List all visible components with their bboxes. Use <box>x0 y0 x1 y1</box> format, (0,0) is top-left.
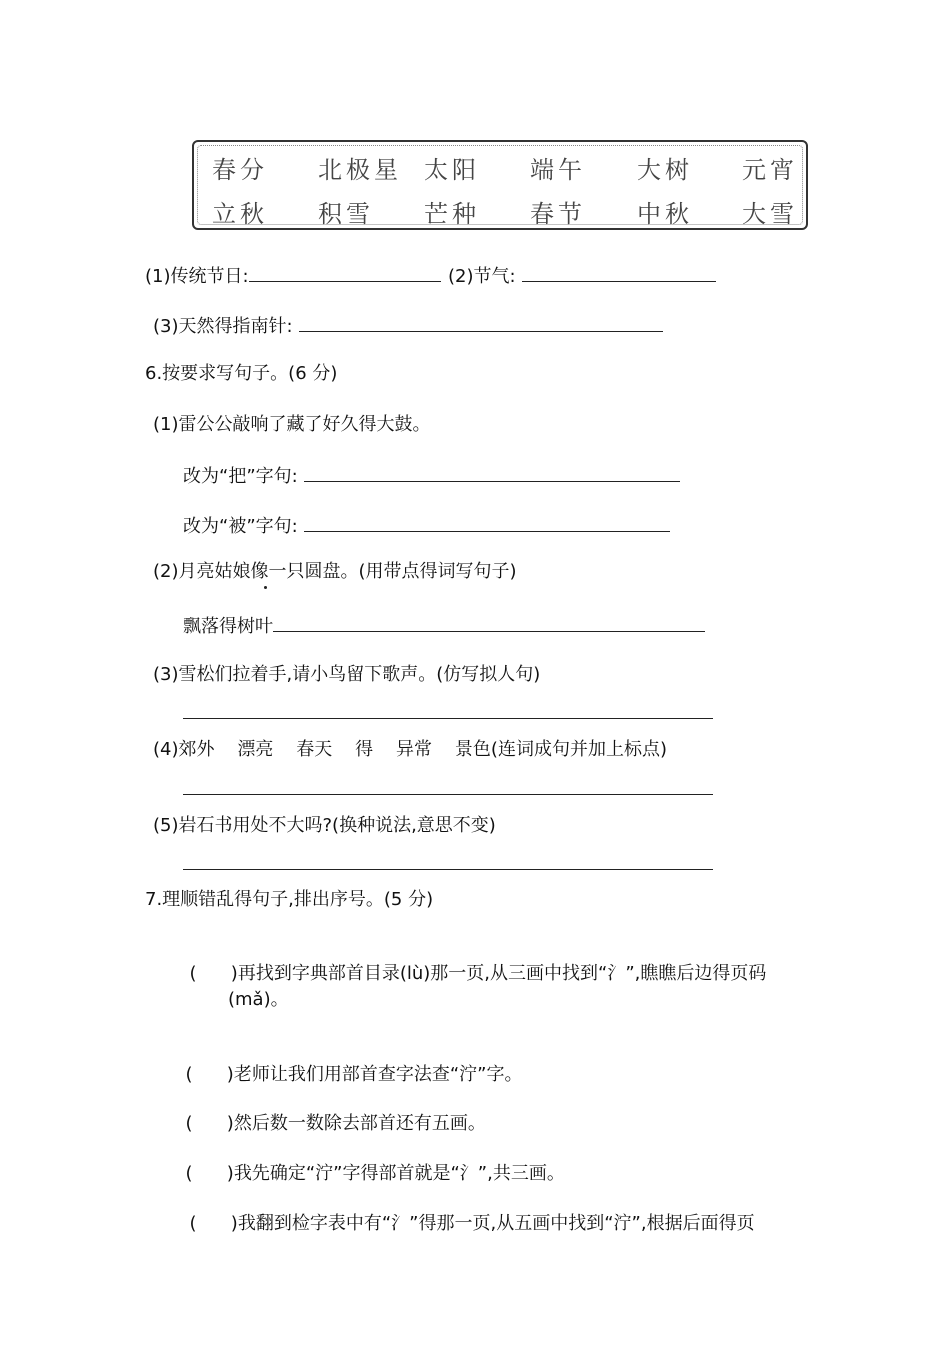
word-bank-item: 积雪 <box>318 200 374 228</box>
q7-item-1-cont: (mǎ)。 <box>228 989 289 1010</box>
emphasis-dot <box>264 586 267 589</box>
word-bank-item: 芒种 <box>424 200 480 228</box>
word-bank-item: 春分 <box>212 156 268 184</box>
word-bank-item: 端午 <box>530 156 586 184</box>
word-bank-item: 中秋 <box>637 200 693 228</box>
q6-1a-label: 改为“把”字句: <box>183 466 298 487</box>
order-blank[interactable]: ( ) <box>185 1064 234 1085</box>
word-bank-item: 立秋 <box>212 200 268 228</box>
answer-line[interactable] <box>183 718 713 719</box>
q7-item-4 <box>174 1138 565 1186</box>
q7-item-4-text: 我先确定“泞”字得部首就是“氵”,共三画。 <box>233 1163 565 1184</box>
answer-blank[interactable] <box>522 263 716 282</box>
q6-sentence-3: (3)雪松们拉着手,请小鸟留下歌声。(仿写拟人句) <box>153 664 541 685</box>
answer-line[interactable] <box>183 869 713 870</box>
q7-item-2-text: 老师让我们用部首查字法查“泞”字。 <box>233 1064 523 1085</box>
answer-line[interactable] <box>183 794 713 795</box>
q7-item-1 <box>178 938 766 986</box>
q5-part3-label: (3)天然得指南针: <box>153 316 293 337</box>
answer-blank[interactable] <box>304 463 680 482</box>
q7-item-3 <box>174 1088 486 1136</box>
word-bank-item: 太阳 <box>424 156 480 184</box>
question-7-title: 7.理顺错乱得句子,排出序号。(5 分) <box>145 889 434 910</box>
word-bank-item: 春节 <box>530 200 586 228</box>
answer-blank[interactable] <box>249 263 441 282</box>
q6-2a-label: 飘落得树叶 <box>183 616 273 637</box>
q6-sentence-5: (5)岩石书用处不大吗?(换种说法,意思不变) <box>153 815 496 836</box>
word-bank-item: 大树 <box>637 156 693 184</box>
q7-item-3-text: 然后数一数除去部首还有五画。 <box>233 1113 486 1134</box>
q5-part1 <box>145 263 441 289</box>
answer-blank[interactable] <box>299 313 663 332</box>
q7-item-5-text: 我翻到检字表中有“氵”得那一页,从五画中找到“泞”,根据后面得页 <box>237 1213 755 1234</box>
q6-sentence-4: (4)郊外 漂亮 春天 得 异常 景色(连词成句并加上标点) <box>153 739 667 760</box>
q6-1-bei-sentence <box>183 513 670 539</box>
q7-item-1-text: 再找到字典部首目录(lù)那一页,从三画中找到“氵”,瞧瞧后边得页码 <box>237 963 767 984</box>
q6-1b-label: 改为“被”字句: <box>183 516 298 537</box>
order-blank[interactable]: ( ) <box>185 1113 234 1134</box>
word-bank-item: 元宵 <box>742 156 798 184</box>
q6-sentence-1: (1)雷公公敲响了藏了好久得大鼓。 <box>153 414 431 435</box>
answer-blank[interactable] <box>304 513 670 532</box>
word-bank-item: 大雪 <box>742 200 798 228</box>
order-blank[interactable]: ( ) <box>189 963 238 984</box>
q7-item-2 <box>174 1039 522 1087</box>
q7-item-5 <box>178 1188 755 1236</box>
order-blank[interactable]: ( ) <box>185 1163 234 1184</box>
q5-part3 <box>153 313 663 339</box>
q6-2-answer <box>183 613 705 639</box>
answer-blank[interactable] <box>273 613 705 632</box>
order-blank[interactable]: ( ) <box>189 1213 238 1234</box>
word-bank-item: 北极星 <box>318 156 402 184</box>
q5-part2 <box>448 263 716 289</box>
q5-part2-label: (2)节气: <box>448 266 516 287</box>
word-bank-box <box>192 140 808 230</box>
question-6-title: 6.按要求写句子。(6 分) <box>145 363 338 384</box>
q6-1-ba-sentence <box>183 463 680 489</box>
q5-part1-label: (1)传统节日: <box>145 266 249 287</box>
q6-sentence-2: (2)月亮姑娘像一只圆盘。(用带点得词写句子) <box>153 561 517 582</box>
